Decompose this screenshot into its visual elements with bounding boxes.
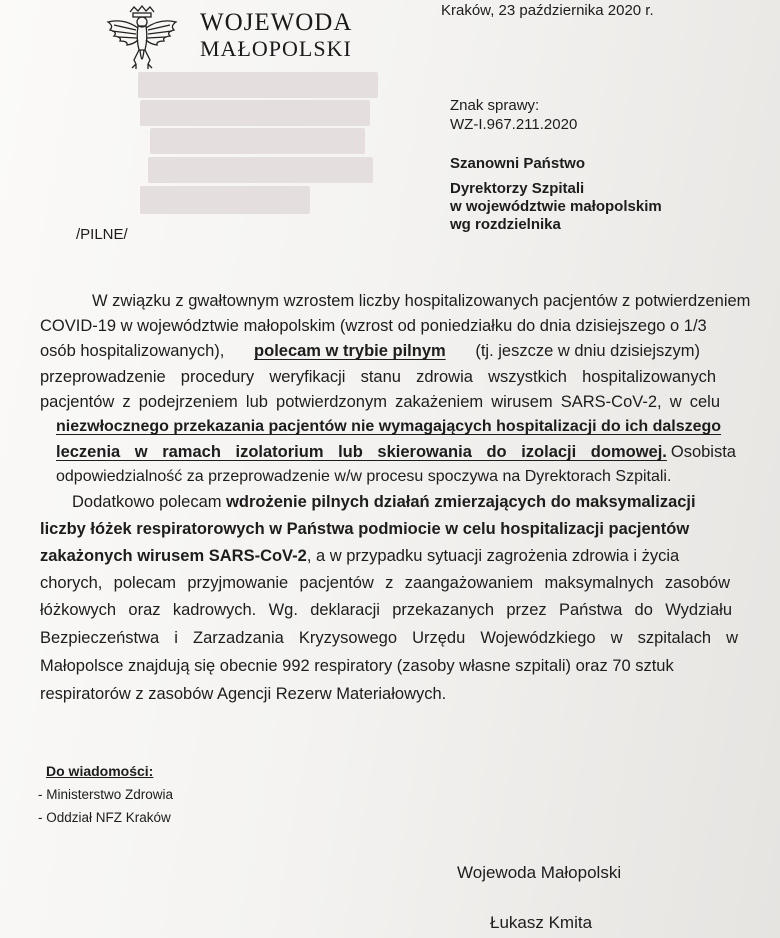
case-reference: [450, 96, 577, 134]
case-reference-label: Znak sprawy:: [450, 97, 540, 114]
text-line: chorych, polecam przyjmowanie pacjentów z zaangażowaniem maksymalnych zasobów: [40, 574, 730, 592]
emphasis-span: zakażonych wirusem SARS-CoV-2: [40, 547, 307, 565]
text-line: Bezpieczeństwa i Zarzadzania Kryzysowego Urzędu Wojewódzkiego w szpitalach w: [40, 629, 738, 647]
issuer-line-1: WOJEWODA: [200, 9, 353, 36]
cc-item: - Oddział NFZ Kraków: [38, 810, 171, 825]
text-line: liczby łóżek respiratorowych w Państwa podmiocie w celu hospitalizacji pacjentów: [40, 520, 690, 538]
issuer-heading: [200, 10, 352, 62]
emphasis-span: wdrożenie pilnych działań zmierzających do maksymalizacji: [226, 493, 696, 511]
issuer-line-2: MAŁOPOLSKI: [200, 36, 352, 61]
text-span: osób hospitalizowanych),: [40, 342, 225, 360]
text-line: [40, 547, 679, 566]
cc-item: - Ministerstwo Zdrowia: [38, 787, 174, 802]
emphasis-transfer: niezwłocznego przekazania pacjentów nie wymagających hospitalizacji do ich dalszego: [56, 418, 722, 435]
text-span: , a w przypadku sytuacji zagrożenia zdrowia i życia: [306, 547, 680, 565]
emphasis-urgent: polecam w trybie pilnym: [254, 342, 446, 360]
text-line: [40, 342, 700, 361]
text-span: Osobista: [670, 443, 736, 461]
greeting: Szanowni Państwo: [450, 155, 586, 172]
letter-date: Kraków, 23 października 2020 r.: [441, 2, 654, 19]
addressee-line: wg rozdzielnika: [450, 216, 561, 233]
signature-title: Wojewoda Małopolski: [457, 863, 622, 882]
urgent-label: /PILNE/: [76, 226, 128, 243]
redacted-block: [148, 157, 373, 183]
text-line: W związku z gwałtownym wzrostem liczby hospitalizowanych pacjentów z potwierdzeniem: [92, 292, 751, 310]
cc-title: Do wiadomości:: [46, 763, 154, 779]
addressee-line: Dyrektorzy Szpitali: [450, 180, 585, 197]
text-line: respiratorów z zasobów Agencji Rezerw Materiałowych.: [40, 685, 447, 703]
redacted-block: [150, 128, 365, 154]
text-line: odpowiedzialność za przeprowadzenie w/w procesu spoczywa na Dyrektorach Szpitali.: [56, 468, 672, 485]
text-line: [56, 443, 736, 462]
white-eagle-emblem-icon: [100, 4, 184, 72]
cc-block: [38, 760, 173, 829]
redacted-block: [138, 72, 378, 98]
redacted-block: [140, 100, 370, 126]
text-line: przeprowadzenie procedury weryfikacji stanu zdrowia wszystkich hospitalizowanych: [40, 368, 716, 386]
text-span: Dodatkowo polecam: [72, 493, 222, 511]
addressee-line: w województwie małopolskim: [450, 198, 662, 215]
text-line: łóżkowych oraz kadrowych. Wg. deklaracji przekazanych przez Państwa do Wydziału: [40, 601, 732, 619]
text-line: pacjentów z podejrzeniem lub potwierdzonym zakażeniem wirusem SARS-CoV-2, w celu: [40, 393, 720, 411]
emphasis-isolation: leczenia w ramach izolatorium lub skierowania do izolacji domowej.: [56, 443, 667, 461]
case-reference-number: WZ-I.967.211.2020: [450, 116, 578, 133]
text-span: (tj. jeszcze w dniu dzisiejszym): [475, 342, 700, 360]
text-line: [72, 493, 696, 512]
addressee-block: [450, 180, 662, 234]
signature-name: Łukasz Kmita: [490, 913, 593, 932]
redacted-block: [140, 186, 310, 214]
text-line: COVID-19 w województwie małopolskim (wzrost od poniedziałku do dnia dzisiejszego o 1/3: [40, 317, 707, 335]
text-line: Małopolsce znajdują się obecnie 992 respiratory (zasoby własne szpitali) oraz 70 sztuk: [40, 657, 674, 675]
